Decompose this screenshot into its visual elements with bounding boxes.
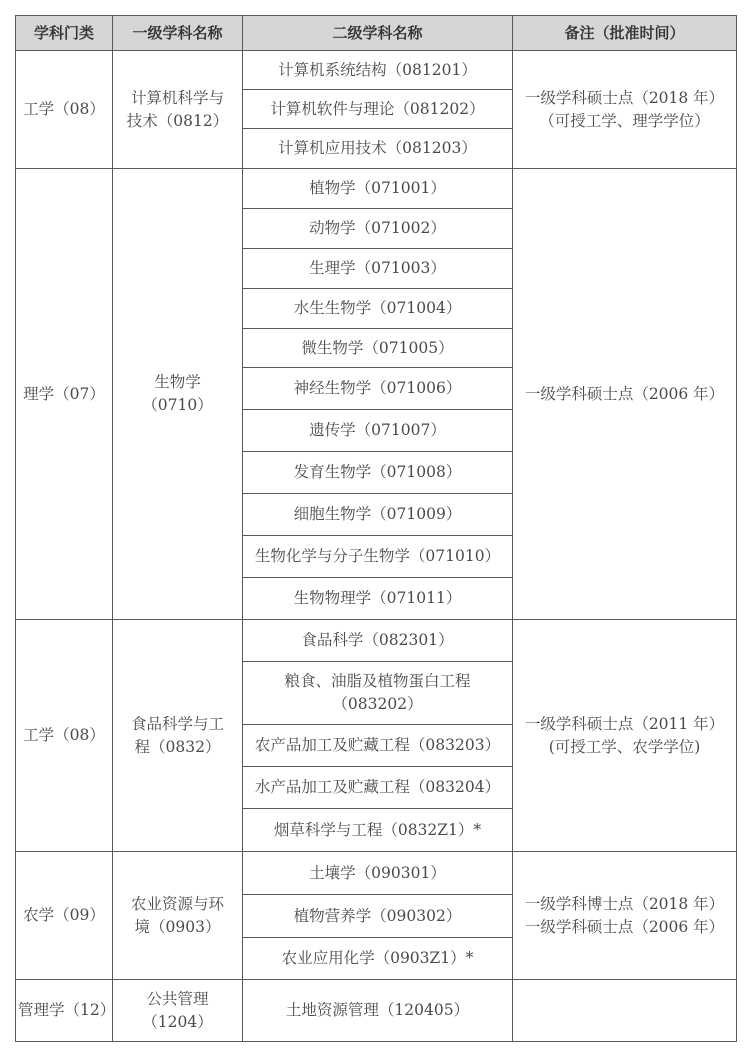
table-body (16, 51, 737, 1042)
table-row (16, 852, 737, 895)
first-level-line: 程（0832） (134, 737, 221, 756)
second-level-cell: 植物营养学（090302） (243, 895, 513, 938)
second-level-cell: 土地资源管理（120405） (243, 980, 513, 1042)
first-level-line: 境（0903） (134, 917, 221, 936)
first-level-line: 农业资源与环 (130, 894, 224, 913)
second-level-cell: 神经生物学（071006） (243, 368, 513, 410)
category-cell: 管理学（12） (16, 980, 113, 1042)
second-level-cell (243, 662, 513, 725)
header-second-level: 二级学科名称 (243, 16, 513, 51)
remark-line: 一级学科硕士点（2006 年） (524, 384, 725, 403)
second-level-line: 粮食、油脂及植物蛋白工程 (284, 672, 471, 690)
remark-line: (可授工学、农学学位) (548, 737, 701, 756)
second-level-cell: 农业应用化学（0903Z1）* (243, 938, 513, 980)
first-level-line: 计算机科学与 (130, 88, 224, 107)
category-cell: 工学（08） (16, 620, 113, 852)
second-level-cell: 计算机软件与理论（081202） (243, 90, 513, 129)
first-level-cell (113, 852, 243, 980)
second-level-cell: 发育生物学（071008） (243, 452, 513, 494)
first-level-cell (113, 620, 243, 852)
remark-cell (513, 51, 737, 169)
second-level-cell: 遗传学（071007） (243, 410, 513, 452)
first-level-line: （0710） (142, 396, 213, 414)
first-level-line: 食品科学与工 (130, 714, 224, 733)
header-row (16, 16, 737, 51)
remark-cell (513, 980, 737, 1042)
category-cell: 理学（07） (16, 169, 113, 620)
second-level-cell: 细胞生物学（071009） (243, 494, 513, 536)
first-level-line: 生物学 (154, 373, 201, 391)
header-category: 学科门类 (16, 16, 113, 51)
remark-cell (513, 620, 737, 852)
remark-line: 一级学科硕士点（2006 年） (524, 917, 725, 936)
first-level-cell (113, 51, 243, 169)
second-level-cell: 土壤学（090301） (243, 852, 513, 895)
second-level-cell: 动物学（071002） (243, 209, 513, 249)
second-level-cell: 微生物学（071005） (243, 329, 513, 368)
remark-line: 一级学科硕士点（2018 年） (524, 88, 725, 107)
remark-line: 一级学科博士点（2018 年） (524, 894, 725, 913)
second-level-cell: 生物物理学（071011） (243, 578, 513, 620)
header-first-level: 一级学科名称 (113, 16, 243, 51)
remark-cell (513, 169, 737, 620)
first-level-cell (113, 169, 243, 620)
second-level-cell: 计算机系统结构（081201） (243, 51, 513, 90)
table-row (16, 169, 737, 209)
first-level-line: 技术（0812） (126, 111, 229, 130)
table-row (16, 51, 737, 90)
second-level-cell: 生物化学与分子生物学（071010） (243, 536, 513, 578)
second-level-cell: 生理学（071003） (243, 249, 513, 289)
second-level-cell: 农产品加工及贮藏工程（083203） (243, 725, 513, 767)
second-level-cell: 植物学（071001） (243, 169, 513, 209)
second-level-cell: 食品科学（082301） (243, 620, 513, 662)
second-level-line: （083202） (332, 695, 423, 713)
category-cell: 工学（08） (16, 51, 113, 169)
table-row (16, 620, 737, 662)
first-level-line: （1204） (142, 1012, 213, 1031)
discipline-table (15, 15, 737, 1042)
second-level-cell: 水产品加工及贮藏工程（083204） (243, 767, 513, 809)
first-level-line: 公共管理 (146, 989, 209, 1008)
remark-line: （可授工学、理学学位） (539, 111, 710, 130)
second-level-cell: 烟草科学与工程（0832Z1）* (243, 809, 513, 852)
remark-line: 一级学科硕士点（2011 年） (524, 714, 725, 733)
second-level-cell: 水生生物学（071004） (243, 289, 513, 329)
table-row (16, 980, 737, 1042)
first-level-cell (113, 980, 243, 1042)
second-level-cell: 计算机应用技术（081203） (243, 129, 513, 169)
category-cell: 农学（09） (16, 852, 113, 980)
header-remark: 备注（批准时间） (513, 16, 737, 51)
remark-cell (513, 852, 737, 980)
